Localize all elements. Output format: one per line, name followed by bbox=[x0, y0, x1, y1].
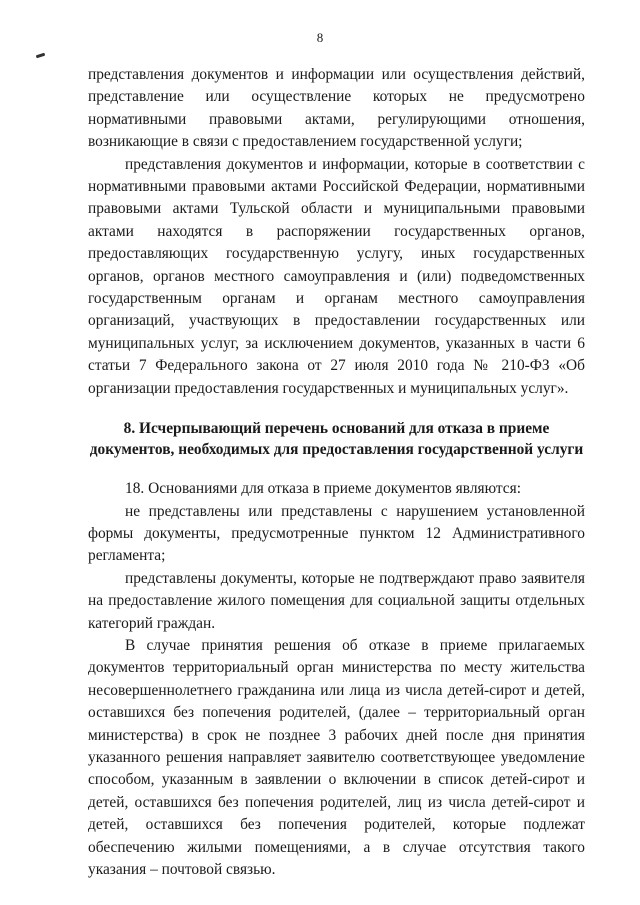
section-heading-line: документов, необходимых для предоставления государственной услуги bbox=[89, 441, 584, 459]
paragraph-continued: представления документов и информации или осуществления действий, представление или осуществление которых не предусмотрено нормативными правовыми актами, регулирующими отношения, возникающие в связи с предоставлением государственной услуги; bbox=[88, 66, 585, 151]
paragraph: не представлены или представлены с нарушением установленной формы документы, предусмотренные пунктом 12 Административного регламента; bbox=[88, 502, 585, 565]
paragraph: В случае принятия решения об отказе в приеме прилагаемых документов территориальный орган министерства по месту жительства несовершеннолетнего гражданина или лица из числа детей-сирот и детей, оставшихся без попечения родителей, (далее – территориальный орган министерства) в срок не позднее 3 рабочих дней после дня принятия указанного решения направляет заявителю соответствующее уведомление способом, указанным в заявлении о включении в список детей-сирот и детей, оставшихся без попечения родителей, лиц из числа детей-сирот и детей, оставшихся без попечения родителей, которые подлежат обеспечению жилыми помещениями, а в случае отсутствия такого указания – почтовой связью. bbox=[88, 636, 585, 878]
paragraph: 18. Основаниями для отказа в приеме документов являются: bbox=[125, 480, 521, 498]
document-body bbox=[88, 64, 585, 881]
paragraph: представлены документы, которые не подтверждают право заявителя на предоставление жилого помещения для социальной защиты отдельных категорий граждан. bbox=[88, 569, 585, 632]
section-heading-line: 8. Исчерпывающий перечень оснований для отказа в приеме bbox=[123, 420, 550, 438]
section-heading bbox=[88, 418, 585, 460]
paragraph: представления документов и информации, которые в соответствии с нормативными правовыми актами Российской Федерации, нормативными правовыми актами Тульской области и муниципальными правовыми актами находятся в распоряжении государственных органов, предоставляющих государственную услугу, иных государственных органов, органов местного самоуправления и (или) подведомственных государственным органам и органам местного самоуправления организаций, участвующих в предоставлении государственных или муниципальных услуг, за исключением документов, указанных в части 6 статьи 7 Федерального закона от 27 июля 2010 года № 210-ФЗ «Об организации предоставления государственных и муниципальных услуг». bbox=[88, 155, 585, 397]
scan-mark bbox=[36, 53, 45, 59]
page-number: 8 bbox=[316, 30, 324, 45]
